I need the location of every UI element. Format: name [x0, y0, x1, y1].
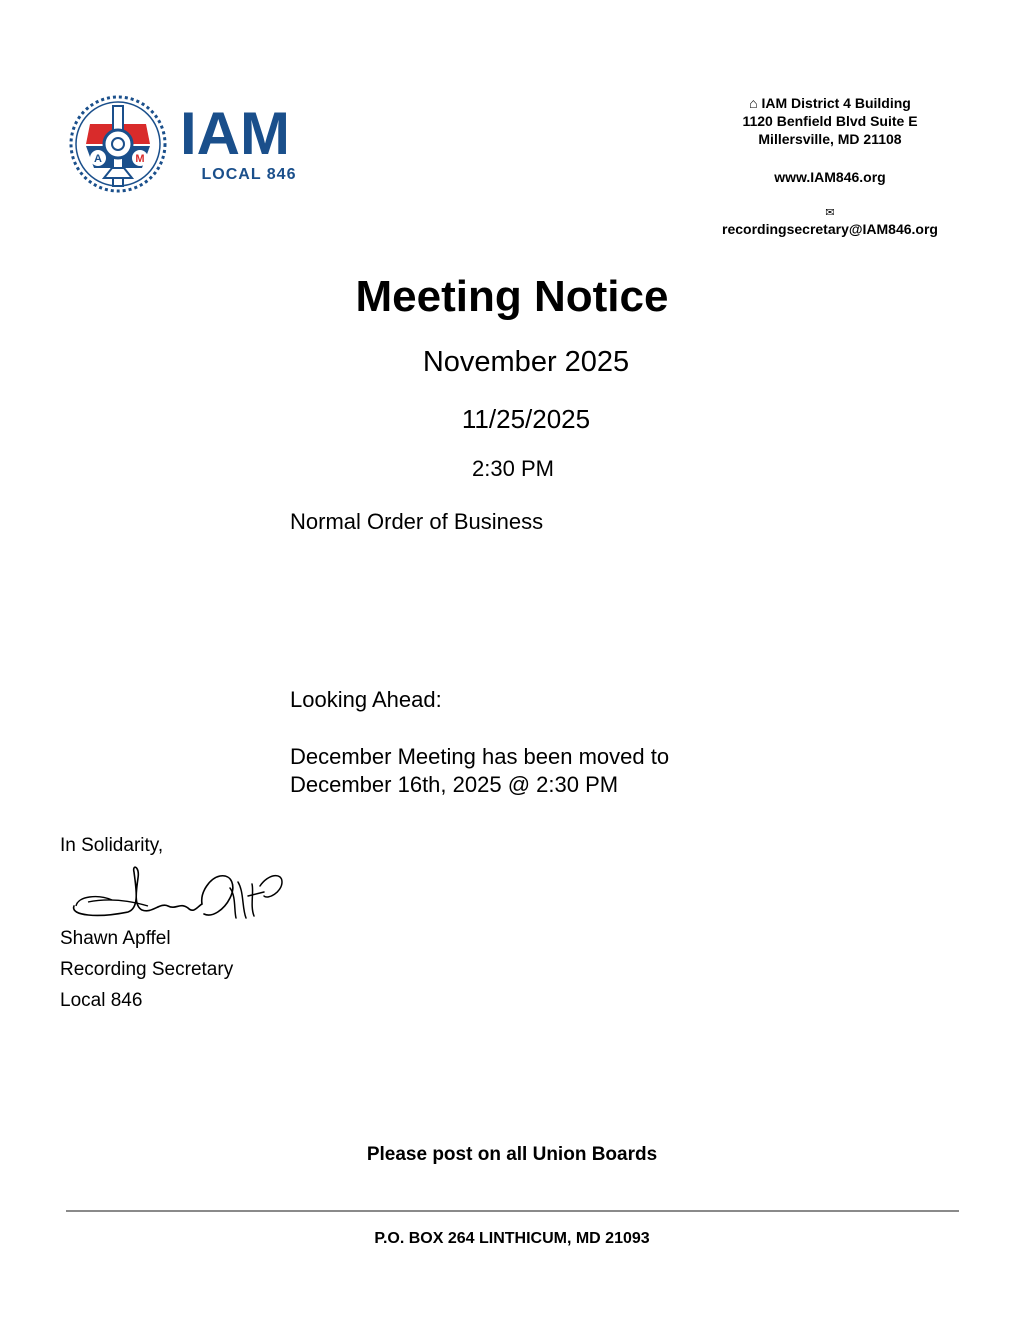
signer-local: Local 846: [60, 990, 143, 1011]
logo-wordmark: IAM: [180, 100, 290, 167]
notice-month: November 2025: [422, 346, 630, 378]
address-city: Millersville, MD 21108: [758, 131, 902, 147]
website-link[interactable]: www.IAM846.org: [774, 169, 886, 185]
logo-letter-a: A: [94, 153, 102, 165]
footer-divider: [66, 1210, 959, 1212]
notice-title: Meeting Notice: [355, 272, 669, 321]
looking-ahead-line-2: December 16th, 2025 @ 2:30 PM: [290, 772, 619, 797]
salutation: In Solidarity,: [60, 835, 164, 856]
notice-date: 11/25/2025: [461, 404, 591, 434]
logo-local: LOCAL 846: [201, 166, 297, 183]
post-notice: Please post on all Union Boards: [366, 1144, 658, 1165]
envelope-icon: ✉: [825, 207, 835, 219]
address-building: IAM District 4 Building: [761, 95, 911, 111]
address-street: 1120 Benfield Blvd Suite E: [742, 113, 918, 129]
iam-logo: [68, 92, 328, 196]
contact-block: [710, 94, 950, 238]
email-link[interactable]: recordingsecretary@IAM846.org: [722, 221, 938, 237]
signature: [68, 862, 308, 928]
signer-role: Recording Secretary: [60, 959, 234, 980]
looking-ahead-label: Looking Ahead:: [290, 687, 442, 712]
looking-ahead-line-1: December Meeting has been moved to: [290, 744, 670, 769]
logo-letter-m: M: [135, 153, 145, 165]
signer-name: Shawn Apffel: [60, 928, 171, 949]
po-box-address: P.O. BOX 264 LINTHICUM, MD 21093: [374, 1230, 650, 1247]
address-building-line: [710, 94, 950, 112]
notice-time: 2:30 PM: [472, 456, 554, 481]
agenda-text: Normal Order of Business: [290, 509, 544, 534]
home-icon: ⌂: [749, 95, 758, 111]
